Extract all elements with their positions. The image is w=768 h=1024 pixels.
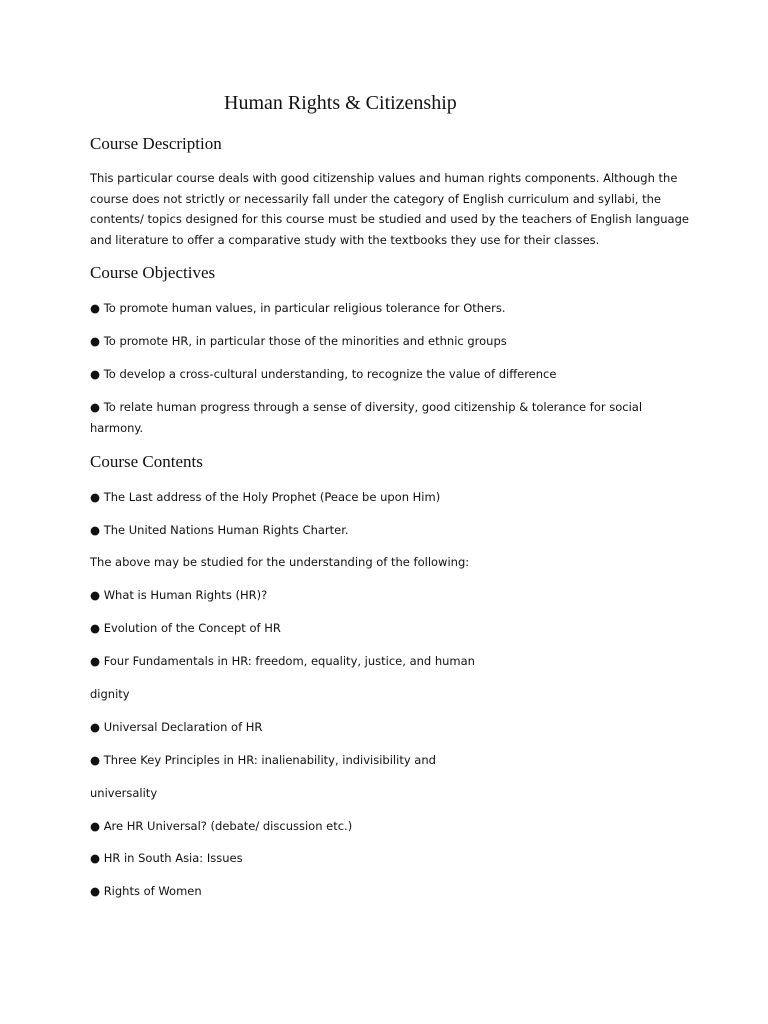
description-line: course does not strictly or necessarily fall under the category of English curriculum and syllabi, the: [90, 191, 661, 206]
description-line: contents/ topics designed for this course must be studied and used by the teachers of English language: [90, 212, 689, 226]
objective-item: [90, 397, 642, 438]
objective-item-line: harmony.: [90, 420, 144, 435]
content-item: ● The United Nations Human Rights Charter.: [90, 523, 349, 537]
objective-item-line: ● To relate human progress through a sense of diversity, good citizenship & tolerance for social: [90, 400, 643, 414]
objective-item: ● To promote HR, in particular those of the minorities and ethnic groups: [90, 334, 507, 348]
objective-item: ● To develop a cross-cultural understanding, to recognize the value of difference: [90, 367, 557, 381]
objective-item: ● To promote human values, in particular religious tolerance for Others.: [90, 301, 506, 315]
description-line: and literature to offer a comparative study with the textbooks they use for their classes.: [90, 232, 600, 247]
content-item: ● Rights of Women: [90, 884, 202, 898]
content-item: ● Evolution of the Concept of HR: [90, 621, 281, 635]
document-title: Human Rights & Citizenship: [224, 92, 457, 114]
course-objectives-heading: Course Objectives: [90, 263, 216, 282]
content-item: ● Four Fundamentals in HR: freedom, equality, justice, and human: [90, 654, 475, 668]
course-description-paragraph: [90, 168, 689, 250]
content-item: ● Are HR Universal? (debate/ discussion etc.): [90, 819, 353, 833]
content-intro-text: The above may be studied for the understanding of the following:: [90, 555, 470, 569]
course-contents-heading: Course Contents: [90, 452, 203, 471]
content-item-continuation: dignity: [90, 687, 130, 701]
content-item-continuation: universality: [90, 786, 158, 800]
content-item: ● Universal Declaration of HR: [90, 720, 263, 734]
content-item: ● Three Key Principles in HR: inalienability, indivisibility and: [90, 753, 436, 767]
course-description-heading: Course Description: [90, 134, 222, 153]
content-item: ● HR in South Asia: Issues: [90, 851, 243, 865]
description-line: This particular course deals with good citizenship values and human rights components. Although the: [90, 171, 678, 185]
content-item: ● What is Human Rights (HR)?: [90, 588, 268, 602]
content-item: ● The Last address of the Holy Prophet (Peace be upon Him): [90, 490, 441, 504]
